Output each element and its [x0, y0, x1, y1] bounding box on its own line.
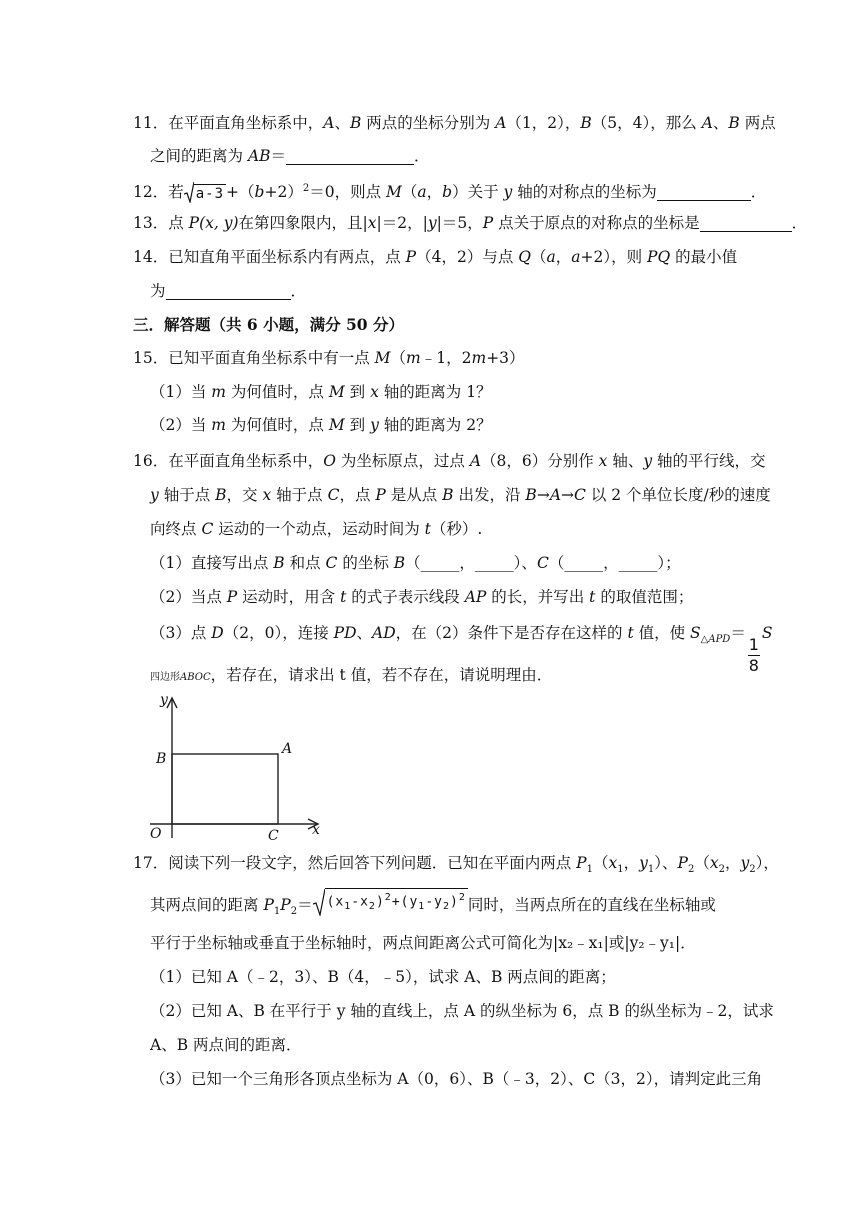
text: P: [226, 588, 238, 606]
text: S: [761, 624, 773, 642]
distance-formula-sqrt: [313, 888, 468, 916]
text: 、: [334, 114, 350, 132]
text: 轴的平行线，交: [652, 452, 766, 470]
text: AD: [372, 624, 396, 642]
text: P: [576, 854, 587, 872]
text: 轴、: [607, 452, 644, 470]
text: 的坐标: [337, 554, 394, 572]
q16-figure: [140, 688, 340, 846]
text: A: [323, 114, 335, 132]
text: 之间的距离为: [150, 147, 248, 165]
text: P: [677, 854, 688, 872]
answer-blank[interactable]: [700, 215, 792, 232]
text: B: [442, 486, 454, 504]
text: 轴的对称点的坐标为: [512, 183, 657, 202]
text: y: [150, 486, 159, 504]
text: 向终点: [150, 520, 202, 538]
text: ，交: [226, 486, 263, 504]
text: y: [503, 183, 513, 202]
text: ，在（2）条件下是否存在这样的: [395, 624, 628, 642]
text: 的式子表示线段: [346, 588, 465, 606]
fraction: [748, 637, 760, 674]
subscript: 1: [647, 864, 655, 876]
text: （_____，_____）、: [405, 554, 537, 572]
subscript: 1: [586, 864, 593, 876]
text: B: [393, 554, 406, 572]
text: ．: [750, 183, 767, 202]
text: 以 2 个单位长度/秒的速度: [585, 486, 771, 504]
text: →: [561, 486, 575, 504]
text: M: [328, 383, 345, 401]
text: y: [639, 854, 648, 872]
text: 14．已知直角平面坐标系内有两点，点: [133, 248, 406, 266]
text: 为何值时，点: [226, 383, 329, 401]
text: x: [262, 486, 272, 504]
text: 点关于原点的对称点的坐标是: [493, 214, 700, 232]
label-B: B: [156, 751, 167, 767]
text: 16．在平面直角坐标系中，: [133, 452, 324, 470]
text: （: [530, 248, 547, 266]
text: （: [694, 854, 710, 872]
text: 的取值范围；: [595, 588, 694, 606]
q17-line-3: 平行于坐标轴或垂直于坐标轴时，两点间距离公式可简化为|x₂﹣x₁|或|y₂﹣y₁|．: [150, 934, 696, 952]
text: y: [427, 214, 437, 232]
text: ）、: [654, 854, 678, 872]
text: C: [325, 554, 338, 572]
text: y: [643, 452, 653, 470]
text: y: [370, 416, 379, 434]
text: 、: [356, 624, 373, 642]
text: 为何值时，点: [226, 416, 329, 434]
text: B: [728, 114, 740, 132]
text: x: [608, 854, 618, 872]
text: A: [469, 452, 482, 470]
q17-line-5: （2）已知 A、B 在平行于 y 轴的直线上，点 A 的纵坐标为 6，点 B 的纵坐标为﹣2，试求: [150, 1002, 774, 1020]
text: +3）: [486, 349, 525, 367]
rectangle-ABOC: [172, 754, 278, 824]
text: 四边形: [150, 672, 180, 683]
text: A: [495, 114, 507, 132]
text: x: [367, 214, 377, 232]
text: ．: [791, 214, 808, 232]
text: m: [211, 383, 226, 401]
q15-line-2: [150, 381, 492, 403]
text: t: [424, 520, 431, 538]
subscript: 1: [344, 901, 352, 912]
text: 11．在平面直角坐标系中，: [133, 114, 324, 132]
q17-line-6: A、B 两点间的距离．: [150, 1036, 302, 1054]
text: （: [401, 183, 418, 202]
text: ，点: [339, 486, 376, 504]
text: a: [546, 248, 556, 266]
subscript: 1: [418, 901, 426, 912]
text: x: [598, 452, 608, 470]
exponent: 2: [302, 183, 310, 194]
answer-blank[interactable]: [657, 184, 751, 201]
text: t: [589, 588, 596, 606]
text: +(y: [391, 894, 419, 910]
text: 12．若: [133, 183, 184, 202]
text: 13．点: [133, 214, 189, 232]
text: PD: [333, 624, 357, 642]
text: 在第四象限内，且|: [238, 214, 368, 232]
text: 同时，当两点所在的直线在坐标轴或: [467, 896, 716, 914]
text: 两点的坐标分别为: [361, 114, 496, 132]
text: b: [442, 183, 453, 202]
text: A: [701, 114, 713, 132]
q16-line-7: [150, 664, 552, 689]
text: P: [263, 896, 274, 914]
q16-line-4: [150, 552, 681, 574]
sqrt-expression: [184, 181, 226, 203]
subscript: 2: [687, 864, 695, 876]
q11-line-1: [133, 112, 776, 134]
text: +2）: [264, 183, 303, 202]
subscript: 2: [749, 864, 756, 876]
text: ﹣1，2: [420, 349, 472, 367]
text: ，若存在，请求出 t 值，若不存在，请说明理由．: [210, 666, 553, 684]
q17-line-4: （1）已知 A（﹣2，3）、B（4，﹣5），试求 A、B 两点间的距离；: [150, 968, 616, 986]
text: 出发，沿: [453, 486, 526, 504]
q16-line-2: [150, 484, 771, 506]
text: PQ: [647, 248, 671, 266]
text: t: [627, 624, 634, 642]
radicand: a-3: [195, 186, 225, 203]
text: 到: [344, 383, 371, 401]
text: ＝: [270, 147, 287, 165]
text: AB: [247, 147, 271, 165]
text: P: [188, 214, 200, 232]
text: x: [709, 854, 719, 872]
text: （2）当: [150, 416, 212, 434]
text: B: [215, 486, 227, 504]
answer-blank[interactable]: [166, 283, 291, 300]
text: 轴于点: [271, 486, 328, 504]
text: 轴的距离为 2？: [378, 416, 492, 434]
radical-sign-icon: [184, 181, 194, 203]
text: |＝5，: [436, 214, 483, 232]
text: 为: [150, 282, 166, 300]
text: O: [323, 452, 336, 470]
text: C: [201, 520, 214, 538]
q13-line: [133, 212, 807, 234]
q16-line-1: [133, 450, 766, 472]
text: 运动的一个动点，运动时间为: [213, 520, 425, 538]
text: 轴于点: [158, 486, 216, 504]
subscript: 2: [368, 901, 376, 912]
text: b: [254, 183, 265, 202]
text: P: [280, 896, 291, 914]
text: ，: [623, 854, 640, 872]
label-x: x: [312, 822, 320, 838]
q12-line: [133, 178, 766, 203]
text: 其两点间的距离: [150, 896, 264, 914]
text: →: [536, 486, 550, 504]
text: （5，4），那么: [591, 114, 702, 132]
text: ．: [414, 147, 430, 165]
q16-line-3: [150, 518, 482, 540]
text: B: [349, 114, 362, 132]
text: （1，2），: [506, 114, 581, 132]
text: -y: [425, 894, 443, 910]
text: a: [571, 248, 581, 266]
text: 到: [344, 416, 371, 434]
q17-line-1: [133, 852, 779, 881]
label-y: y: [160, 692, 168, 708]
answer-blank[interactable]: [286, 148, 414, 165]
q15-line-1: [133, 347, 525, 369]
text: B: [580, 114, 592, 132]
text: P: [375, 486, 386, 504]
q16-line-5: [150, 586, 693, 608]
text: m: [471, 349, 487, 367]
text: 值，使: [633, 624, 691, 642]
text: （8，6）分别作: [481, 452, 599, 470]
text: y: [740, 854, 750, 872]
text: ．: [290, 282, 307, 300]
text: ），: [755, 854, 779, 872]
text: ＝: [730, 624, 746, 642]
text: 15．已知平面直角坐标系中有一点: [133, 349, 375, 367]
text: （2，0），连接: [223, 624, 334, 642]
text: 、: [712, 114, 729, 132]
q11-line-2: [150, 145, 430, 167]
text: (x: [326, 894, 345, 910]
fraction-numerator: 1: [748, 635, 759, 654]
text: B: [273, 554, 285, 572]
text: C: [327, 486, 340, 504]
label-C: C: [268, 828, 279, 844]
text: ，: [724, 854, 741, 872]
label-O: O: [150, 826, 162, 842]
text: 为坐标原点，过点: [335, 452, 470, 470]
label-A: A: [282, 741, 293, 757]
text: ＝: [297, 896, 313, 914]
text: Q: [518, 248, 531, 266]
subscript: 2: [442, 901, 451, 912]
q14-line-2: [150, 280, 306, 302]
text: A: [549, 486, 562, 504]
text: （秒）.: [430, 520, 483, 538]
text: P: [405, 248, 417, 266]
text: 轴的距离为 1？: [378, 383, 492, 401]
text: （: [592, 854, 609, 872]
text: S: [690, 624, 701, 642]
q14-line-1: [133, 246, 737, 268]
section-heading: 三．解答题（共 6 小题，满分 50 分）: [133, 315, 404, 334]
text: ）关于: [452, 183, 504, 202]
q15-line-3: [150, 414, 492, 436]
text: （2）当点: [150, 588, 227, 606]
text: AP: [464, 588, 487, 606]
text: 的长，并写出: [486, 588, 590, 606]
text: （4，2）与点: [416, 248, 519, 266]
subscript: △APD: [700, 634, 731, 646]
text: M: [386, 183, 402, 202]
subscript: 1: [273, 906, 281, 918]
text: x: [370, 383, 379, 401]
text: （1）直接写出点: [150, 554, 274, 572]
q17-line-2: [150, 888, 716, 923]
radical-sign-icon: [313, 888, 325, 916]
exponent: 2: [458, 892, 466, 904]
subscript: 2: [290, 906, 298, 918]
text: D: [211, 624, 224, 642]
text: m: [211, 416, 226, 434]
text: P: [482, 214, 494, 232]
text: （1）当: [150, 383, 212, 401]
text: t: [340, 588, 347, 606]
q17-line-7: （3）已知一个三角形各顶点坐标为 A（0，6）、B（﹣3，2）、C（3，2），请判定此三角: [150, 1070, 763, 1088]
text: ABOC: [180, 672, 211, 683]
text: （3）点: [150, 624, 212, 642]
fraction-denominator: 8: [748, 656, 759, 675]
text: 两点: [739, 114, 776, 132]
text: 17．阅读下列一段文字，然后回答下列问题．已知在平面内两点: [133, 854, 577, 872]
subscript: 2: [718, 864, 725, 876]
text: (x, y): [199, 214, 239, 232]
text: （_____，_____）；: [548, 554, 681, 572]
text: |＝2，|: [376, 214, 428, 232]
text: m: [406, 349, 421, 367]
text: +（: [226, 183, 255, 202]
text: 的最小值: [670, 248, 738, 266]
text: M: [328, 416, 345, 434]
subscript: 1: [617, 864, 624, 876]
text: -x: [351, 894, 369, 910]
text: 是从点: [385, 486, 443, 504]
text: ，: [426, 183, 443, 202]
text: B: [525, 486, 537, 504]
text: 运动时，用含: [237, 588, 341, 606]
text: ): [450, 894, 459, 910]
text: ): [375, 894, 385, 910]
text: a: [417, 183, 427, 202]
text: （: [390, 349, 407, 367]
text: ，: [555, 248, 572, 266]
text: 和点: [284, 554, 326, 572]
text: C: [536, 554, 549, 572]
text: ＝0，则点: [309, 183, 386, 202]
text: C: [574, 486, 586, 504]
text: +2），则: [580, 248, 648, 266]
text: M: [374, 349, 391, 367]
exponent: 2: [384, 892, 392, 904]
